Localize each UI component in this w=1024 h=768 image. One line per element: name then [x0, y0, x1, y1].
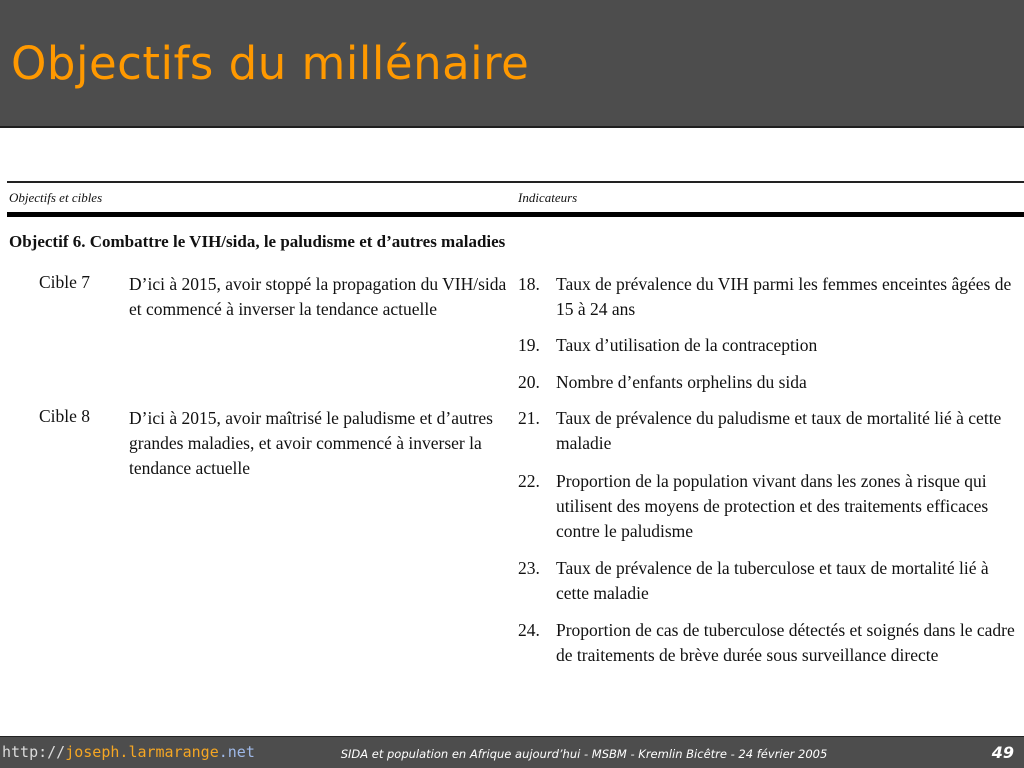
footer-caption: SIDA et population en Afrique aujourd’hui - MSBM - Kremlin Bicêtre - 24 février 2005: [340, 747, 828, 761]
indicator-text: Proportion de cas de tuberculose détectés et soignés dans le cadre de traitements de brève durée sous surveillance directe: [556, 620, 1015, 665]
indicator-text: Taux de prévalence du paludisme et taux de mortalité lié à cette maladie: [556, 408, 1002, 453]
link-domain: larmarange: [128, 743, 219, 761]
indicator-number: 22.: [518, 471, 540, 491]
indicator-text: Taux de prévalence du VIH parmi les femmes enceintes âgées de 15 à 24 ans: [556, 274, 1012, 319]
column-header-objectives: Objectifs et cibles: [9, 190, 103, 205]
slide-footer: [0, 736, 1024, 768]
indicator-item: [518, 556, 1023, 606]
indicator-item: [518, 333, 1023, 358]
link-tld: .net: [218, 743, 255, 761]
table-top-rule: [7, 181, 1024, 183]
objective-heading: Objectif 6. Combattre le VIH/sida, le paludisme et d’autres maladies: [9, 232, 506, 251]
indicator-item: [518, 370, 1023, 395]
indicator-text: Proportion de la population vivant dans les zones à risque qui utilisent des moyens de protection et des traitements efficaces contre le paludisme: [556, 471, 989, 541]
indicator-text: Taux de prévalence de la tuberculose et taux de mortalité lié à cette maladie: [556, 558, 989, 603]
target-label: Cible 7: [39, 272, 91, 292]
slide-title: Objectifs du millénaire: [11, 37, 530, 90]
target-text: D’ici à 2015, avoir maîtrisé le paludisme et d’autres grandes maladies, et avoir commencé à inverser la tendance actuelle: [129, 408, 493, 478]
indicator-item: [518, 469, 1023, 544]
indicator-number: 18.: [518, 274, 540, 294]
indicator-number: 24.: [518, 620, 540, 640]
indicator-text: Taux d’utilisation de la contraception: [556, 335, 818, 355]
indicator-number: 20.: [518, 372, 540, 392]
indicator-number: 19.: [518, 335, 540, 355]
page-number: 49: [991, 743, 1014, 762]
indicator-item: [518, 272, 1023, 322]
target-label: Cible 8: [39, 406, 91, 426]
indicator-item: [518, 406, 1023, 456]
indicator-item: [518, 618, 1023, 668]
indicator-number: 23.: [518, 558, 540, 578]
link-subdomain: joseph.: [65, 743, 129, 761]
indicator-number: 21.: [518, 408, 540, 428]
target-text: D’ici à 2015, avoir stoppé la propagation du VIH/sida et commencé à inverser la tendance actuelle: [129, 274, 507, 319]
indicator-text: Nombre d’enfants orphelins du sida: [556, 372, 807, 392]
slide-header: [0, 0, 1024, 128]
table-header-rule: [7, 212, 1024, 217]
link-protocol: http://: [2, 743, 66, 761]
column-header-indicators: Indicateurs: [518, 190, 578, 205]
